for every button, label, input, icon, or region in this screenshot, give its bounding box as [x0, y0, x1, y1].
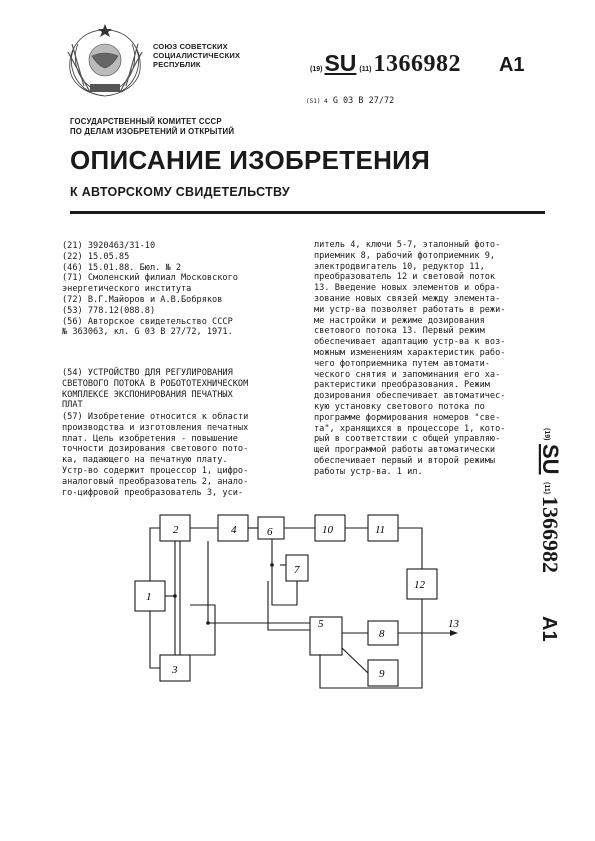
page-subtitle: К АВТОРСКОМУ СВИДЕТЕЛЬСТВУ: [70, 185, 290, 199]
committee: [70, 117, 234, 137]
label-12: 12: [414, 579, 425, 591]
org-line: СОЮЗ СОВЕТСКИХ: [153, 42, 228, 51]
ipc-code-label: (51) 4: [306, 98, 328, 105]
label-8: 8: [379, 628, 385, 640]
abstract-line: го-цифровой преобразователь 3, уси-: [62, 487, 244, 498]
abstract-line: производства и изготовления печатных: [62, 422, 249, 433]
block-diagram: [120, 505, 465, 695]
abstract-line: электродвигатель 10, редуктор 11,: [314, 261, 485, 272]
abstract-line: ческого снятия и запоминания его ха-: [314, 369, 501, 380]
abstract-line: приемник 8, рабочий фотоприемник 9,: [314, 250, 496, 261]
abstract-line: чего фотоприемника путем автомати-: [314, 358, 490, 369]
label-7: 7: [294, 564, 300, 576]
number-code-label: (11): [359, 66, 372, 73]
abstract-line: обеспечивает первый и второй режимы: [314, 455, 496, 466]
biblio-line: (56) Авторское свидетельство СССР: [62, 316, 233, 327]
abstract-line: точности дозирования светового пото-: [62, 444, 249, 455]
abstract-line: рый в соответствии с общей управляю-: [314, 434, 501, 445]
abstract-line: щей программой работы автоматически: [314, 445, 496, 456]
abstract-line: ка, падающего на печатную плату.: [62, 455, 228, 466]
patent-number: 1366982: [373, 51, 461, 77]
side-number: 1366982: [538, 496, 563, 573]
abstract-line: 13. Введение новых элементов и обра-: [314, 283, 501, 294]
abstract-line: Устр-во содержит процессор 1, цифро-: [62, 465, 249, 476]
committee-line: ПО ДЕЛАМ ИЗОБРЕТЕНИЙ И ОТКРЫТИЙ: [70, 127, 235, 136]
side-code19: (19): [543, 428, 550, 441]
kind-code: A1: [498, 54, 525, 76]
biblio-line: энергетического института: [62, 284, 192, 295]
header-rule: [70, 211, 545, 214]
abstract-line: программе формирования номеров "све-: [314, 412, 501, 423]
abstract-line: работы устр-ва. 1 ил.: [314, 466, 423, 477]
biblio-line: (71) Смоленский филиал Московского: [62, 273, 238, 284]
abstract-line: дозирования обеспечивает автоматичес-: [314, 391, 506, 402]
invention-title-line: СВЕТОВОГО ПОТОКА В РОБОТОТЕХНИЧЕСКОМ: [62, 378, 249, 389]
abstract-line: литель 4, ключи 5-7, эталонный фото-: [314, 240, 501, 250]
abstract-line: ми устр-ва позволяет работать в режи-: [314, 304, 506, 315]
label-2: 2: [173, 524, 179, 536]
biblio-line: № 363063, кл. G 03 B 27/72, 1971.: [62, 327, 233, 338]
side-stamp: [511, 420, 595, 660]
label-1: 1: [146, 591, 152, 603]
org-line: СОЦИАЛИСТИЧЕСКИХ: [153, 51, 241, 60]
abstract-line: рактеристики преобразования. Режим: [314, 380, 490, 391]
invention-title-line: ПЛАТ: [62, 400, 83, 411]
committee-line: ГОСУДАРСТВЕННЫЙ КОМИТЕТ СССР: [70, 117, 222, 126]
label-13: 13: [448, 618, 459, 630]
abstract-line: светового потока 13. Первый режим: [314, 326, 485, 337]
country-code-label: (19): [310, 66, 323, 73]
biblio-line: (46) 15.01.88. Бюл. № 2: [62, 262, 181, 273]
biblio-line: (21) 3920463/31-10: [62, 241, 156, 251]
abstract-right: [314, 240, 505, 478]
abstract-line: кую установку светового потока по: [314, 401, 485, 412]
side-code11: (11): [543, 482, 550, 495]
org-name: [153, 42, 240, 69]
abstract-line: обеспечивает адаптацию устр-ва к воз-: [314, 337, 506, 348]
label-6: 6: [267, 526, 273, 538]
abstract-left: [62, 412, 248, 498]
invention-title-line: КОМПЛЕКСЕ ЭКСПОНИРОВАНИЯ ПЕЧАТНЫХ: [62, 389, 233, 400]
label-3: 3: [172, 664, 178, 676]
side-country: SU: [538, 444, 563, 475]
biblio-line: (53) 778.12(088.8): [62, 305, 156, 316]
ipc-value: G 03 B 27/72: [332, 96, 395, 106]
biblio-line: (72) В.Г.Майоров и А.В.Бобряков: [62, 294, 223, 305]
abstract-line: преобразователь 12 и световой поток: [314, 272, 496, 283]
country: SU: [324, 50, 357, 76]
abstract-line: аналоговый преобразователь 2, анало-: [62, 476, 249, 487]
side-kind: A1: [538, 616, 560, 642]
invention-title: [62, 368, 248, 411]
publication-number: [310, 50, 525, 78]
label-11: 11: [375, 524, 386, 536]
abstract-line: ме настройки и режиме дозирования: [314, 315, 485, 326]
label-9: 9: [379, 668, 385, 680]
block-5: [310, 617, 342, 655]
abstract-line: плат. Цель изобретения - повышение: [62, 433, 238, 444]
abstract-line: (57) Изобретение относится к области: [62, 412, 249, 422]
invention-title-line: (54) УСТРОЙСТВО ДЛЯ РЕГУЛИРОВАНИЯ: [62, 368, 233, 378]
biblio-line: (22) 15.05.85: [62, 251, 130, 262]
ussr-emblem-icon: [60, 22, 150, 100]
page-title: ОПИСАНИЕ ИЗОБРЕТЕНИЯ: [70, 145, 431, 175]
abstract-line: можным изменениям характеристик рабо-: [314, 347, 506, 358]
ipc-classification: [306, 96, 394, 106]
org-line: РЕСПУБЛИК: [153, 60, 201, 69]
abstract-line: та", хранящихся в процессоре 1, кото-: [314, 423, 506, 434]
bibliographic-data: [62, 241, 238, 338]
label-4: 4: [231, 524, 237, 536]
label-5: 5: [318, 618, 324, 630]
abstract-line: зование новых связей между элемента-: [314, 293, 501, 304]
label-10: 10: [322, 524, 333, 536]
